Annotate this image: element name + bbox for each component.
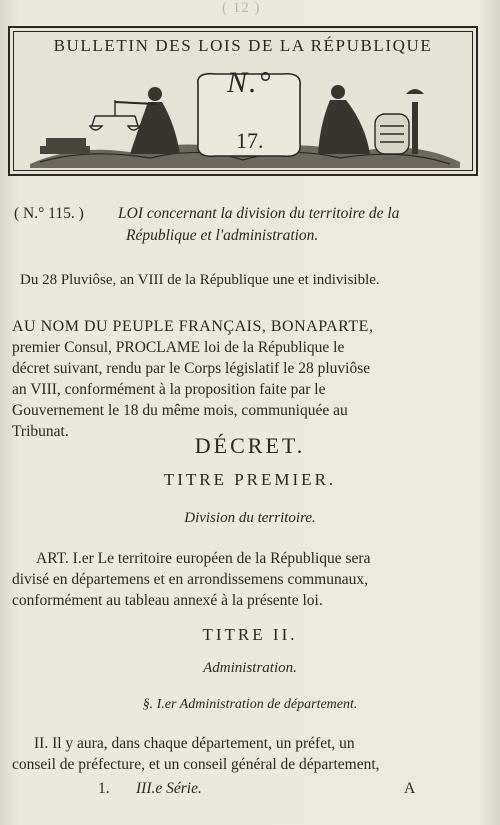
law-title-line-2: République et l'administration. [126,227,319,244]
section-1-heading: §. I.er Administration de département. [142,697,358,712]
titre-2-heading: TITRE II. [202,625,298,644]
series-mark: III.e Série. [136,780,202,797]
justice-figure [115,87,180,154]
seated-figure [318,85,370,154]
article-2-line-1: II. Il y aura, dans chaque département, un préfet, un [34,735,355,752]
titre-2-subheading: Administration. [203,660,297,676]
preamble-line-5: Gouvernement le 18 du même mois, communiquée au [12,402,348,419]
preamble-line-1: AU NOM DU PEUPLE FRANÇAIS, BONAPARTE, [12,318,374,335]
article-1-line-1: ART. I.er Le territoire européen de la République sera [36,550,371,567]
decret-heading: DÉCRET. [194,433,306,458]
bulletin-number-label: N.° [227,66,273,99]
law-title-line-1: LOI concernant la division du territoire de la [118,205,400,222]
scales-icon [90,100,140,130]
page-mark: ( 12 ) [222,0,261,16]
signature-mark: 1. [98,780,110,797]
preamble-line-4: an VIII, conformément à la proposition faite par le [12,381,326,398]
article-2-line-2: conseil de préfecture, et un conseil général de département, [12,756,380,773]
bulletin-header [8,26,478,176]
gathering-letter: A [404,780,416,797]
bulletin-number: 17. [236,128,264,153]
law-number: ( N.° 115. ) [14,205,84,222]
law-tablets-icon [375,114,409,154]
article-1-line-3: conformément au tableau annexé à la présente loi. [12,592,323,609]
preamble-line-6: Tribunat. [12,423,69,440]
titre-premier-subheading: Division du territoire. [184,510,316,526]
header-title: BULLETIN DES LOIS DE LA RÉPUBLIQUE [53,36,433,55]
article-1-line-2: divisé en départemens et en arrondissemens communaux, [12,571,368,588]
preamble-line-3: décret suivant, rendu par le Corps législatif le 28 pluviôse [12,360,371,377]
law-date: Du 28 Pluviôse, an VIII de la République une et indivisible. [20,272,380,288]
books-icon [40,138,90,154]
preamble-line-2: premier Consul, PROCLAME loi de la République le [12,339,345,356]
titre-premier-heading: TITRE PREMIER. [163,470,337,489]
